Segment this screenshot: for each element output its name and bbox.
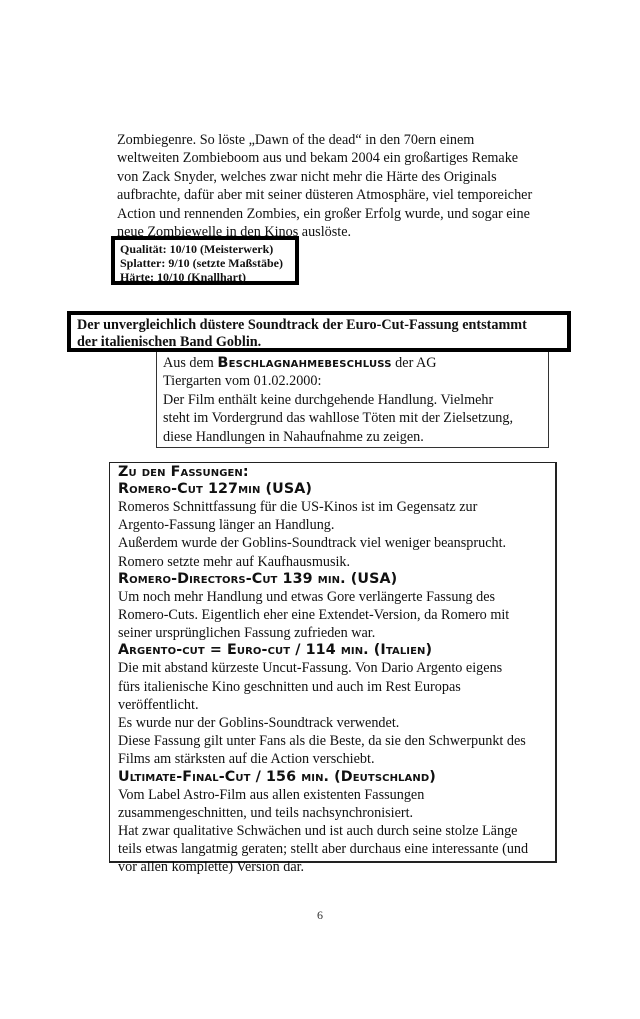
quote-line: steht im Vordergrund das wahllose Töten mit der Zielsetzung, bbox=[163, 410, 514, 427]
version-text-line: zusammengeschnitten, und teils nachsynchronisiert. bbox=[118, 804, 414, 821]
version-title: Ultimate-Final-Cut / 156 min. (Deutschland) bbox=[118, 768, 436, 785]
intro-line: Zombiegenre. So löste „Dawn of the dead“ in den 70ern einem bbox=[117, 132, 475, 148]
version-entry bbox=[118, 642, 555, 768]
version-text-line: Die mit abstand kürzeste Uncut-Fassung. Von Dario Argento eigens bbox=[118, 660, 503, 677]
versions-box bbox=[109, 462, 557, 876]
quote-suffix: der AG bbox=[391, 355, 437, 371]
version-text-line: Romero setzte mehr auf Kaufhausmusik. bbox=[118, 553, 351, 570]
version-text-line: teils etwas langatmig geraten; stellt aber durchaus eine interessante (und bbox=[118, 841, 529, 858]
intro-line: neue Zombiewelle in den Kinos auslöste. bbox=[117, 224, 352, 241]
version-text-line: vor allen komplette) Version dar. bbox=[118, 859, 305, 876]
version-text-line: Hat zwar qualitative Schwächen und ist auch durch seine stolze Länge bbox=[118, 823, 518, 840]
version-entry bbox=[118, 481, 555, 571]
quote-intro-line bbox=[163, 354, 548, 372]
version-text-line: Es wurde nur der Goblins-Soundtrack verwendet. bbox=[118, 715, 400, 732]
version-text-line: Romeros Schnittfassung für die US-Kinos ist im Gegensatz zur bbox=[118, 499, 478, 515]
intro-line: aufbrachte, dafür aber mit seiner düsteren Atmosphäre, viel temporeicher bbox=[117, 187, 533, 204]
version-entry bbox=[118, 571, 555, 643]
rating-box bbox=[111, 236, 299, 285]
rating-hardness: Härte: 10/10 (Knallhart) bbox=[120, 270, 246, 285]
intro-line: von Zack Snyder, welches zwar nicht mehr die Härte des Originals bbox=[117, 168, 497, 185]
version-text-line: seiner ursprünglichen Fassung zufrieden war. bbox=[118, 625, 376, 642]
quote-line: diese Handlungen in Nahaufnahme zu zeigen. bbox=[163, 428, 424, 445]
version-title: Romero-Cut 127min (USA) bbox=[118, 481, 313, 497]
version-title: Romero-Directors-Cut 139 min. (USA) bbox=[118, 570, 398, 587]
intro-line: Action und rennenden Zombies, ein großer Erfolg wurde, und sogar eine bbox=[117, 205, 530, 222]
version-text-line: Um noch mehr Handlung und etwas Gore verlängerte Fassung des bbox=[118, 588, 496, 605]
rating-quality: Qualität: 10/10 (Meisterwerk) bbox=[120, 242, 274, 256]
intro-line: weltweiten Zombieboom aus und bekam 2004 ein großartiges Remake bbox=[117, 150, 519, 167]
version-text-line: Romero-Cuts. Eigentlich eher eine Extendet-Version, da Romero mit bbox=[118, 607, 510, 624]
version-text-line: Außerdem wurde der Goblins-Soundtrack viel weniger beansprucht. bbox=[118, 535, 507, 552]
intro-paragraph bbox=[117, 131, 567, 241]
soundtrack-callout bbox=[67, 311, 571, 352]
quote-line: Der Film enthält keine durchgehende Handlung. Vielmehr bbox=[163, 391, 494, 408]
version-text-line: Vom Label Astro-Film aus allen existenten Fassungen bbox=[118, 786, 425, 803]
soundtrack-line: der italienischen Band Goblin. bbox=[77, 333, 262, 350]
page-number: 6 bbox=[317, 908, 323, 922]
version-title: Argento-cut = Euro-cut / 114 min. (Italien) bbox=[118, 642, 433, 659]
rating-splatter: Splatter: 9/10 (setzte Maßstäbe) bbox=[120, 256, 283, 271]
quote-line: Tiergarten vom 01.02.2000: bbox=[163, 373, 322, 390]
version-text-line: fürs italienische Kino geschnitten und auch im Rest Europas bbox=[118, 678, 461, 695]
version-text-line: Films am stärksten auf die Action verschiebt. bbox=[118, 751, 375, 768]
version-text-line: veröffentlicht. bbox=[118, 696, 199, 713]
version-text-line: Diese Fassung gilt unter Fans als die Beste, da sie den Schwerpunkt des bbox=[118, 733, 526, 750]
court-ruling-quote bbox=[156, 352, 549, 448]
versions-heading: Zu den Fassungen: bbox=[118, 464, 249, 480]
quote-prefix: Aus dem bbox=[163, 355, 218, 371]
quote-keyword: Beschlagnahmebeschluss bbox=[217, 355, 392, 371]
soundtrack-line: Der unvergleichlich düstere Soundtrack der Euro-Cut-Fassung entstammt bbox=[77, 317, 527, 333]
version-text-line: Argento-Fassung länger an Handlung. bbox=[118, 517, 335, 534]
version-entry bbox=[118, 769, 555, 877]
